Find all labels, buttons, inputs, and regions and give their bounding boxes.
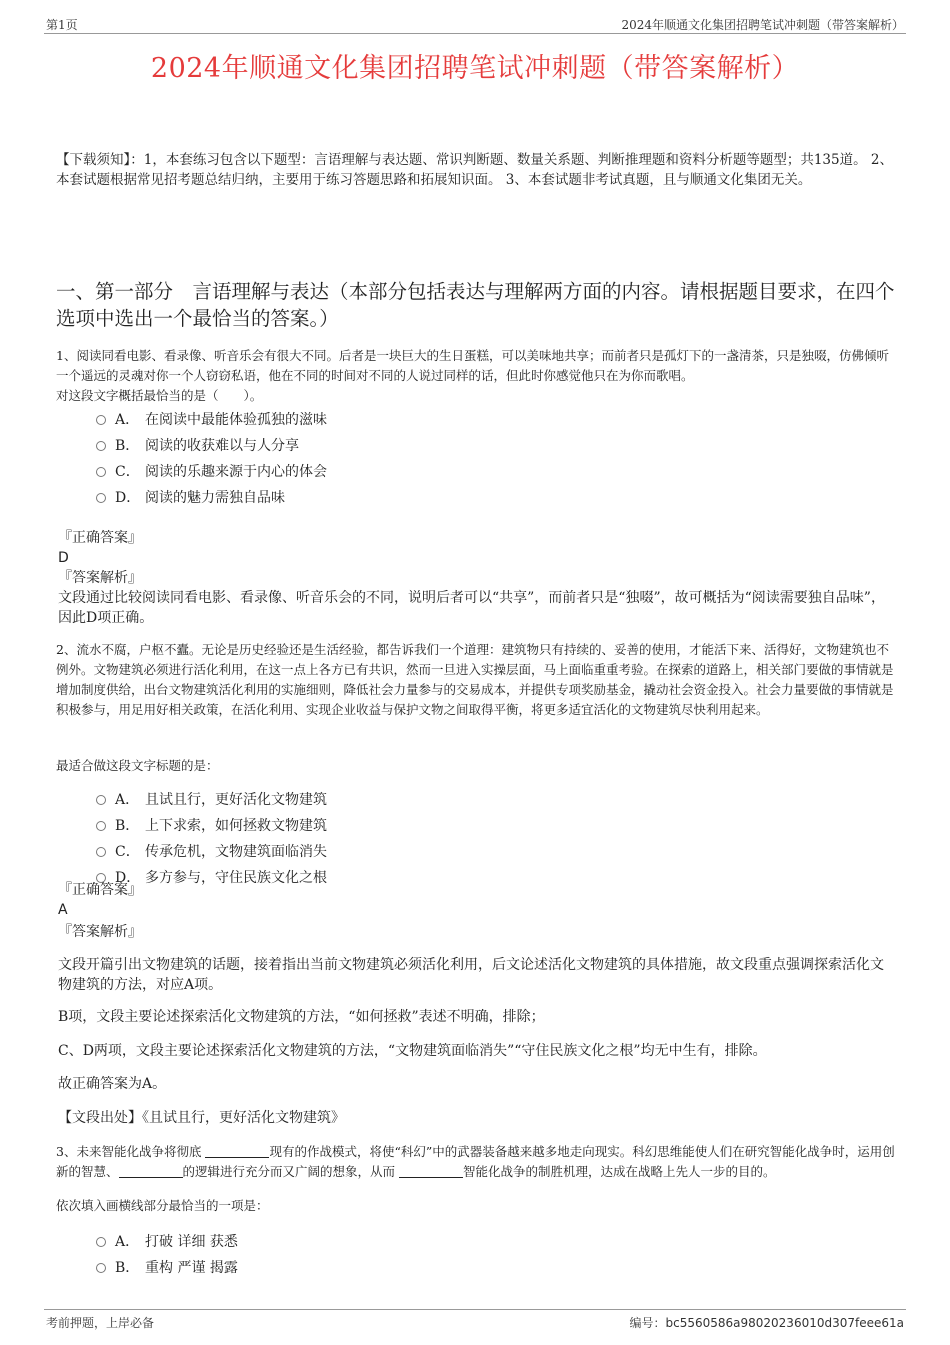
option-text: 在阅读中最能体验孤独的滋味 bbox=[145, 412, 327, 428]
page-title: 2024年顺通文化集团招聘笔试冲刺题（带答案解析） bbox=[150, 53, 800, 84]
question-stem-text: 1、阅读同看电影、看录像、听音乐会有很大不同。后者是一块巨大的生日蛋糕，可以美味地共享；而前者只是孤灯下的一盏清茶，只是独啜，仿佛倾听一个遥远的灵魂对你一个人窃窃私语，他在不同的时间对不同的人说过同样的话，但此时你感觉他只在为你而歌唱。 bbox=[56, 348, 889, 383]
header-divider bbox=[44, 33, 906, 34]
q2-answer-value: A bbox=[58, 902, 68, 918]
download-notice: 【下载须知】：1，本套练习包含以下题型：言语理解与表达题、常识判断题、数量关系题、判断推理题和资料分析题等题型；共135道。 2、本套试题根据常见招考题总结归纳，主要用于练习答题思路和拓展知识面。 3、本套试题非考试真题，且与顺通文化集团无关。 bbox=[56, 152, 893, 188]
analysis-label: 『答案解析』 bbox=[58, 570, 142, 586]
q2-analysis-line-1: 文段开篇引出文物建筑的话题，接着指出当前文物建筑必须活化利用，后文论述活化文物建筑的具体措施，故文段重点强调探索活化文物建筑的方法，对应A项。 bbox=[58, 957, 884, 993]
option-text: 重构 严谨 揭露 bbox=[145, 1260, 238, 1276]
option-text: 上下求索，如何拯救文物建筑 bbox=[145, 818, 327, 834]
q3-option-b[interactable] bbox=[96, 1258, 238, 1278]
stem-part: 智能化战争的制胜机理，达成在战略上先人一步的目的。 bbox=[463, 1164, 776, 1179]
code-value: bc5560586a98020236010d307feee61a bbox=[665, 1316, 904, 1330]
section-heading: 一、第一部分 言语理解与表达（本部分包括表达与理解两方面的内容。请根据题目要求，在四个选项中选出一个最恰当的答案。） bbox=[56, 280, 895, 330]
q2-analysis-line-3: C、D两项，文段主要论述探索活化文物建筑的方法，“文物建筑面临消失”“守住民族文化之根”均无中生有，排除。 bbox=[58, 1043, 767, 1059]
option-text: 打破 详细 获悉 bbox=[145, 1234, 238, 1250]
q2-option-b[interactable] bbox=[96, 816, 327, 836]
q2-option-c[interactable] bbox=[96, 842, 327, 862]
q1-answer-block bbox=[58, 528, 894, 628]
fill-blank-3 bbox=[399, 1165, 463, 1178]
option-letter: D． bbox=[115, 870, 141, 886]
radio-icon[interactable] bbox=[96, 847, 106, 857]
radio-icon[interactable] bbox=[96, 1263, 106, 1273]
option-letter: A． bbox=[115, 412, 140, 428]
option-letter: C． bbox=[115, 464, 140, 480]
q1-option-d[interactable] bbox=[96, 488, 285, 508]
analysis-text: 文段通过比较阅读同看电影、看录像、听音乐会的不同，说明后者可以“共享”，而前者只是“独啜”，故可概括为“阅读需要独自品味”，因此D项正确。 bbox=[58, 590, 885, 626]
question-3-prompt: 依次填入画横线部分最恰当的一项是： bbox=[56, 1198, 269, 1213]
answer-label: 『正确答案』 bbox=[58, 530, 142, 546]
footer-code bbox=[629, 1314, 904, 1331]
header-doc-title: 2024年顺通文化集团招聘笔试冲刺题（带答案解析） bbox=[621, 18, 904, 32]
q1-option-a[interactable] bbox=[96, 410, 327, 430]
option-letter: A． bbox=[115, 1234, 140, 1250]
q1-option-c[interactable] bbox=[96, 462, 327, 482]
option-text: 阅读的乐趣来源于内心的体会 bbox=[145, 464, 327, 480]
radio-icon[interactable] bbox=[96, 795, 106, 805]
radio-icon[interactable] bbox=[96, 441, 106, 451]
question-2-prompt: 最适合做这段文字标题的是： bbox=[56, 758, 219, 773]
radio-icon[interactable] bbox=[96, 493, 106, 503]
fill-blank-2 bbox=[119, 1165, 183, 1178]
radio-icon[interactable] bbox=[96, 1237, 106, 1247]
footer-slogan: 考前押题，上岸必备 bbox=[46, 1316, 155, 1330]
option-letter: B． bbox=[115, 1260, 140, 1276]
question-3-stem bbox=[56, 1142, 898, 1182]
q1-option-b[interactable] bbox=[96, 436, 299, 456]
fill-blank-1 bbox=[205, 1145, 269, 1158]
stem-part: 的逻辑进行充分而又广阔的想象，从而 bbox=[182, 1164, 399, 1179]
q2-source: 【文段出处】《且试且行，更好活化文物建筑》 bbox=[58, 1110, 345, 1126]
code-label: 编号： bbox=[629, 1316, 666, 1330]
option-text: 阅读的收获难以与人分享 bbox=[145, 438, 299, 454]
option-letter: B． bbox=[115, 818, 140, 834]
q2-analysis-line-4: 故正确答案为A。 bbox=[58, 1076, 167, 1092]
option-text: 多方参与，守住民族文化之根 bbox=[145, 870, 327, 886]
answer-value: D bbox=[58, 550, 69, 566]
stem-part: 3、未来智能化战争将彻底 bbox=[56, 1144, 206, 1159]
radio-icon[interactable] bbox=[96, 415, 106, 425]
question-prompt: 对这段文字概括最恰当的是（ ）。 bbox=[56, 388, 263, 403]
radio-icon[interactable] bbox=[96, 821, 106, 831]
stem-part: 现有的作战模式，将使“科幻”中的武器装备越来越多地走向现实。科幻思维能使人们在研究智能化战争时，运用创新的智慧、 bbox=[56, 1144, 895, 1179]
option-letter: C． bbox=[115, 844, 140, 860]
option-text: 阅读的魅力需独自品味 bbox=[145, 490, 285, 506]
q3-option-a[interactable] bbox=[96, 1232, 238, 1252]
option-letter: D． bbox=[115, 490, 141, 506]
q2-answer-label: 『正确答案』 bbox=[58, 882, 142, 898]
radio-icon[interactable] bbox=[96, 467, 106, 477]
question-2-stem: 2、流水不腐，户枢不蠹。无论是历史经验还是生活经验，都告诉我们一个道理：建筑物只有持续的、妥善的使用，才能活下来、活得好，文物建筑也不例外。文物建筑必须进行活化利用，在这一点上各方已有共识，然而一旦进入实操层面，马上面临重重考验。在探索的道路上，相关部门要做的事情就是增加制度供给，出台文物建筑活化利用的实施细则，降低社会力量参与的交易成本，并提供专项奖励基金，撬动社会资金投入。社会力量要做的事情就是积极参与，用足用好相关政策，在活化利用、实现企业收益与保护文物之间取得平衡，将更多适宜活化的文物建筑尽快利用起来。 bbox=[56, 642, 894, 717]
q2-analysis-line-2: B项，文段主要论述探索活化文物建筑的方法，“如何拯救”表述不明确，排除； bbox=[58, 1009, 545, 1025]
option-text: 且试且行，更好活化文物建筑 bbox=[145, 792, 327, 808]
footer-divider bbox=[44, 1309, 906, 1310]
option-text: 传承危机，文物建筑面临消失 bbox=[145, 844, 327, 860]
option-letter: B． bbox=[115, 438, 140, 454]
page-number: 第1页 bbox=[46, 18, 78, 32]
option-letter: A． bbox=[115, 792, 140, 808]
question-1-stem bbox=[56, 346, 898, 406]
q2-option-a[interactable] bbox=[96, 790, 327, 810]
q2-analysis-label: 『答案解析』 bbox=[58, 924, 142, 940]
